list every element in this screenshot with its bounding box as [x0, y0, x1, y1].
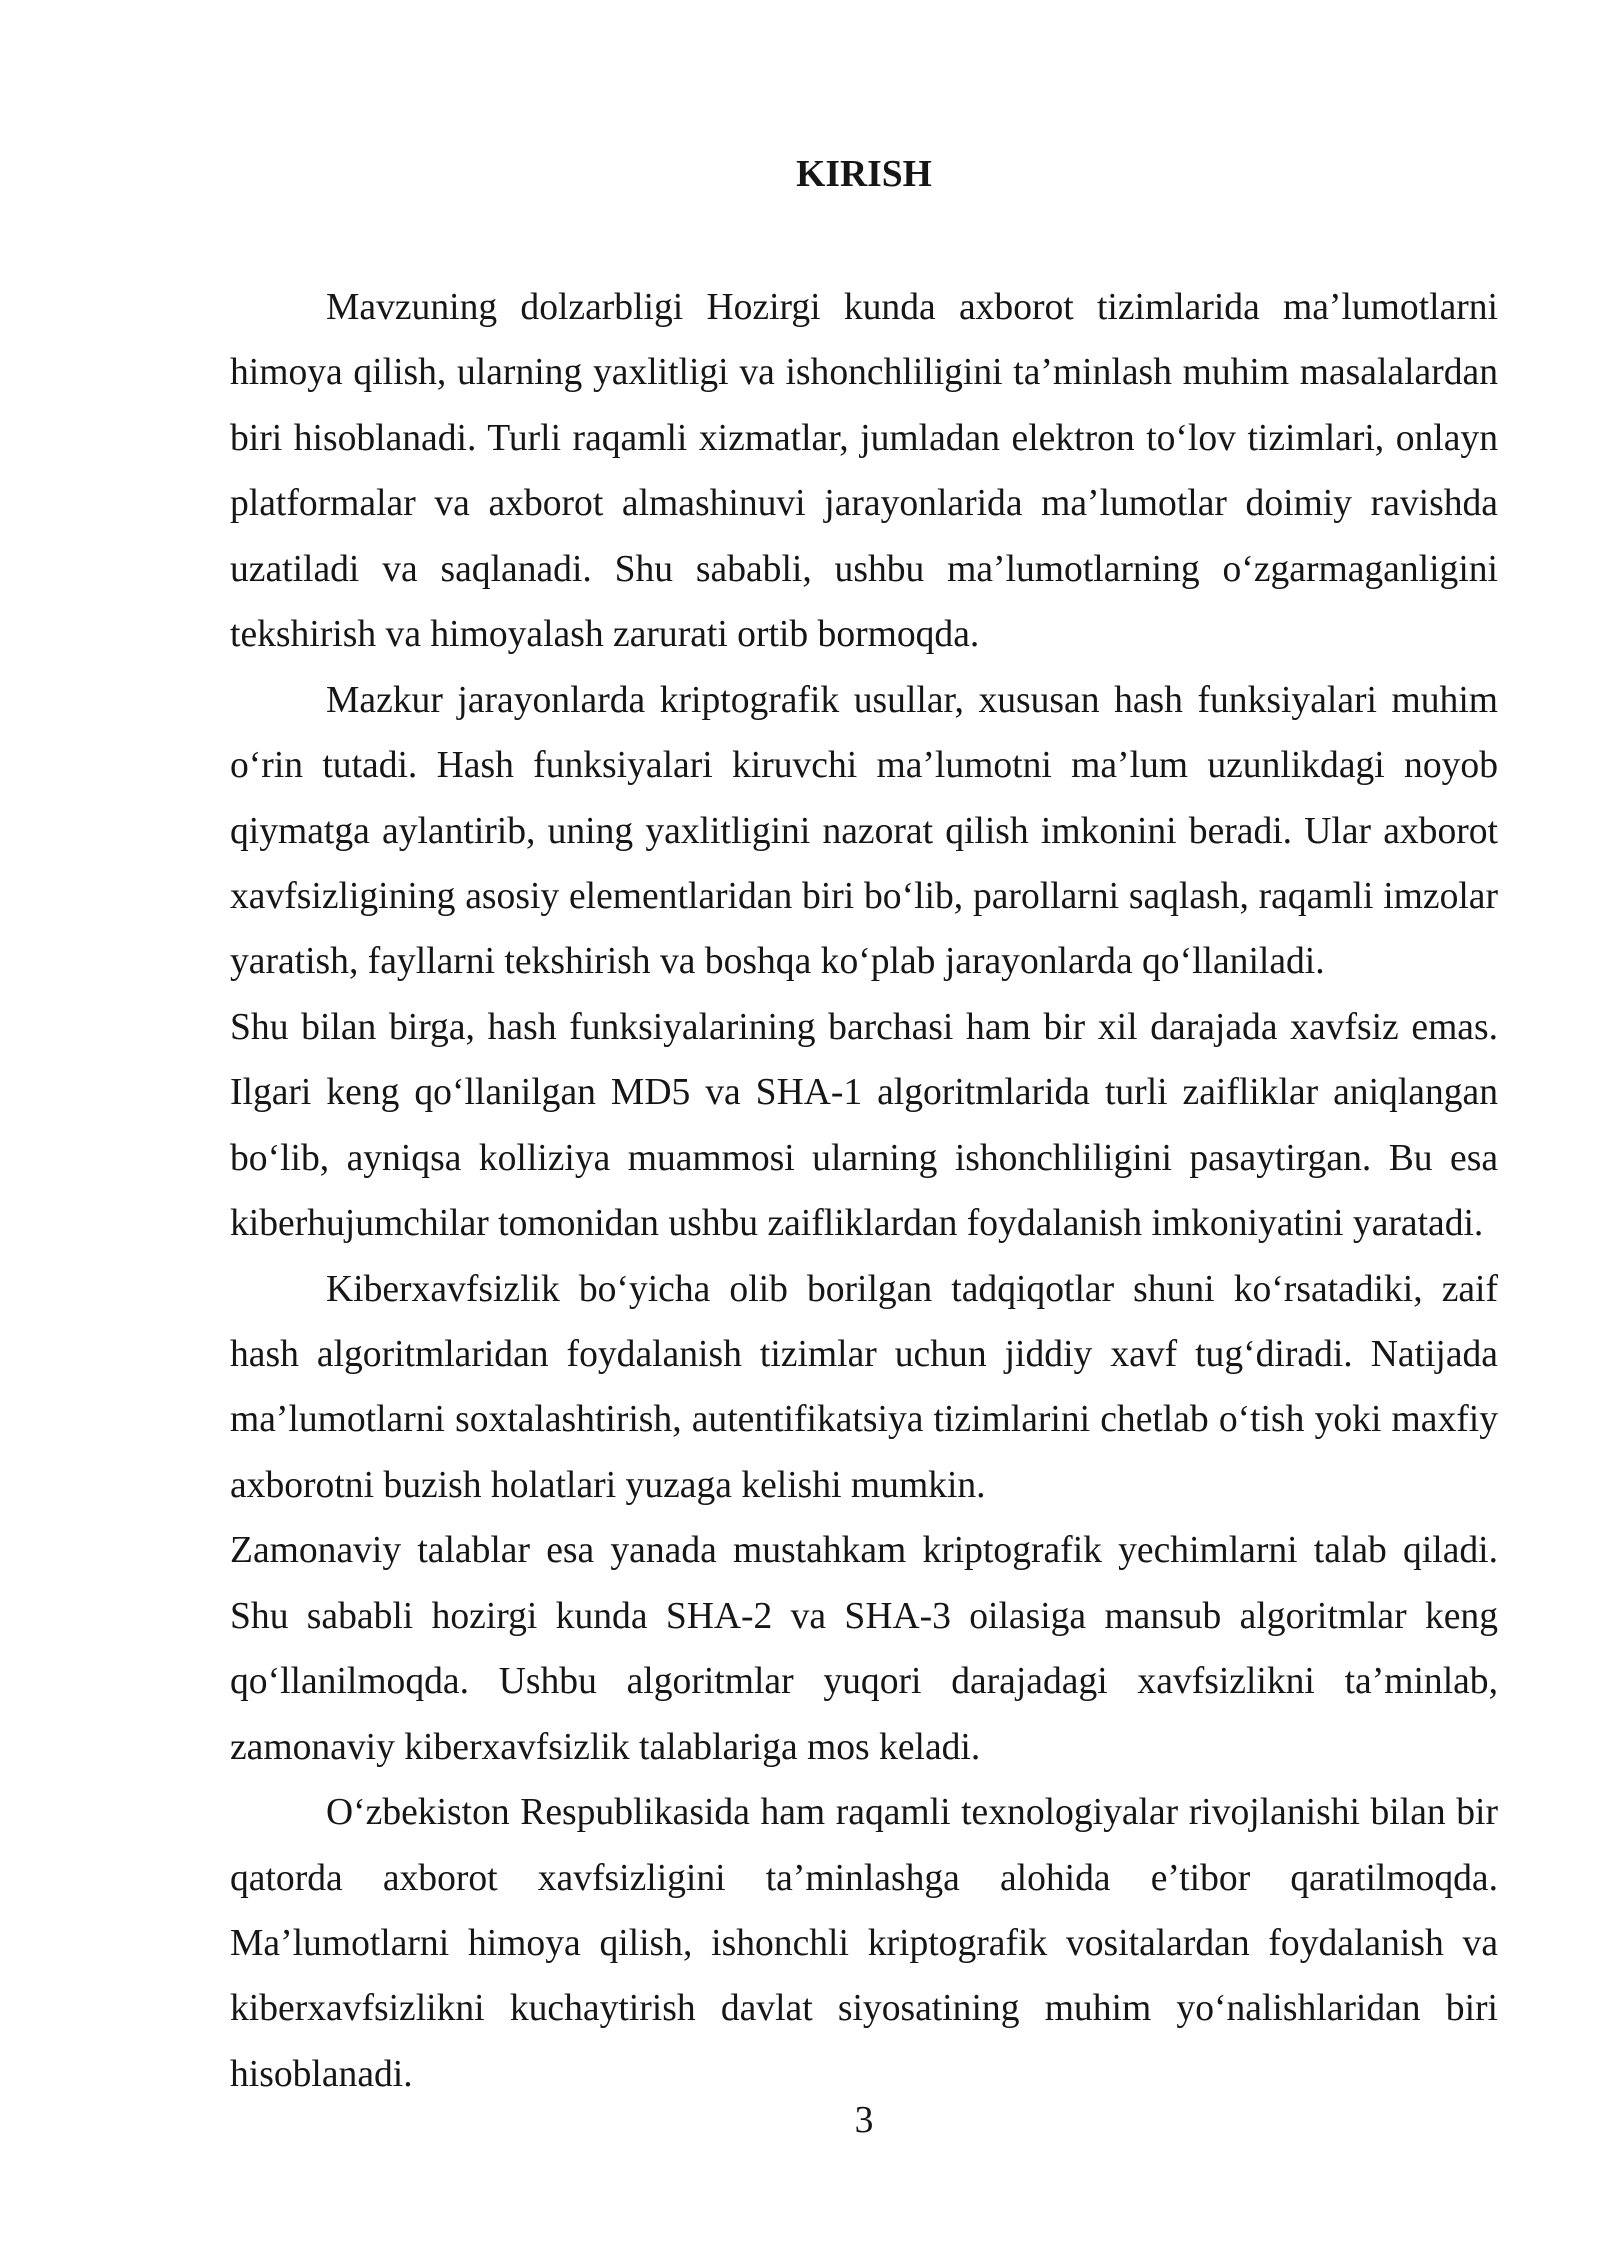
- paragraph-line: Ilgari keng qo‘llanilgan MD5 va SHA-1 algoritmlarida turli zaifliklar aniqlangan: [230, 1072, 1498, 1114]
- paragraph: [230, 275, 1498, 668]
- paragraph-line: xavfsizligining asosiy elementlaridan biri bo‘lib, parollarni saqlash, raqamli imzolar: [230, 875, 1498, 917]
- paragraph-line: tekshirish va himoyalash zarurati ortib bormoqda.: [230, 614, 980, 656]
- paragraph-line: himoya qilish, ularning yaxlitligi va ishonchliligini ta’minlash muhim masalalardan: [230, 352, 1498, 394]
- paragraph-line: Shu sababli hozirgi kunda SHA-2 va SHA-3 oilasiga mansub algoritmlar keng: [230, 1595, 1498, 1637]
- paragraph-line: o‘rin tutadi. Hash funksiyalari kiruvchi ma’lumotni ma’lum uzunlikdagi noyob: [230, 745, 1498, 787]
- paragraph-line: Mazkur jarayonlarda kriptografik usullar, xususan hash funksiyalari muhim: [326, 679, 1498, 721]
- paragraph: [230, 1518, 1498, 1780]
- body-text: [230, 275, 1498, 2107]
- paragraph-line: O‘zbekiston Respublikasida ham raqamli texnologiyalar rivojlanishi bilan bir: [326, 1792, 1498, 1834]
- paragraph: [230, 1257, 1498, 1519]
- paragraph-line: kiberhujumchilar tomonidan ushbu zaifliklardan foydalanish imkoniyatini yaratadi.: [230, 1203, 1484, 1245]
- paragraph-line: axborotni buzish holatlari yuzaga kelishi mumkin.: [230, 1464, 986, 1506]
- paragraph-line: yaratish, fayllarni tekshirish va boshqa ko‘plab jarayonlarda qo‘llaniladi.: [230, 941, 1325, 983]
- paragraph-line: hisoblanadi.: [230, 2053, 413, 2095]
- paragraph-line: zamonaviy kiberxavfsizlik talablariga mos keladi.: [230, 1726, 981, 1768]
- page-number: 3: [854, 2100, 874, 2141]
- paragraph-line: kiberxavfsizlikni kuchaytirish davlat siyosatining muhim yo‘nalishlaridan biri: [230, 1988, 1498, 2030]
- paragraph-line: platformalar va axborot almashinuvi jarayonlarida ma’lumotlar doimiy ravishda: [230, 483, 1498, 525]
- paragraph-line: ma’lumotlarni soxtalashtirish, autentifikatsiya tizimlarini chetlab o‘tish yoki maxfiy: [230, 1399, 1498, 1441]
- paragraph-line: Kiberxavfsizlik bo‘yicha olib borilgan tadqiqotlar shuni ko‘rsatadiki, zaif: [326, 1268, 1498, 1310]
- section-title: KIRISH: [796, 154, 932, 195]
- paragraph-line: qatorda axborot xavfsizligini ta’minlashga alohida e’tibor qaratilmoqda.: [230, 1857, 1498, 1899]
- paragraph-line: Zamonaviy talablar esa yanada mustahkam kriptografik yechimlarni talab qiladi.: [230, 1530, 1498, 1572]
- paragraph: [230, 1780, 1498, 2107]
- paragraph-line: Shu bilan birga, hash funksiyalarining barchasi ham bir xil darajada xavfsiz emas.: [230, 1006, 1498, 1048]
- paragraph-line: uzatiladi va saqlanadi. Shu sababli, ushbu ma’lumotlarning o‘zgarmaganligini: [230, 548, 1498, 590]
- paragraph-line: Ma’lumotlarni himoya qilish, ishonchli kriptografik vositalardan foydalanish va: [230, 1922, 1498, 1964]
- paragraph-line: Mavzuning dolzarbligi Hozirgi kunda axborot tizimlarida ma’lumotlarni: [326, 287, 1498, 328]
- paragraph-line: qo‘llanilmoqda. Ushbu algoritmlar yuqori darajadagi xavfsizlikni ta’minlab,: [230, 1661, 1498, 1703]
- paragraph: [230, 995, 1498, 1257]
- paragraph: [230, 668, 1498, 995]
- paragraph-line: biri hisoblanadi. Turli raqamli xizmatlar, jumladan elektron to‘lov tizimlari, onlayn: [230, 417, 1498, 459]
- paragraph-line: qiymatga aylantirib, uning yaxlitligini nazorat qilish imkonini beradi. Ular axborot: [230, 810, 1498, 852]
- paragraph-line: hash algoritmlaridan foydalanish tizimlar uchun jiddiy xavf tug‘diradi. Natijada: [230, 1334, 1498, 1375]
- paragraph-line: bo‘lib, ayniqsa kolliziya muammosi ularning ishonchliligini pasaytirgan. Bu esa: [230, 1137, 1498, 1179]
